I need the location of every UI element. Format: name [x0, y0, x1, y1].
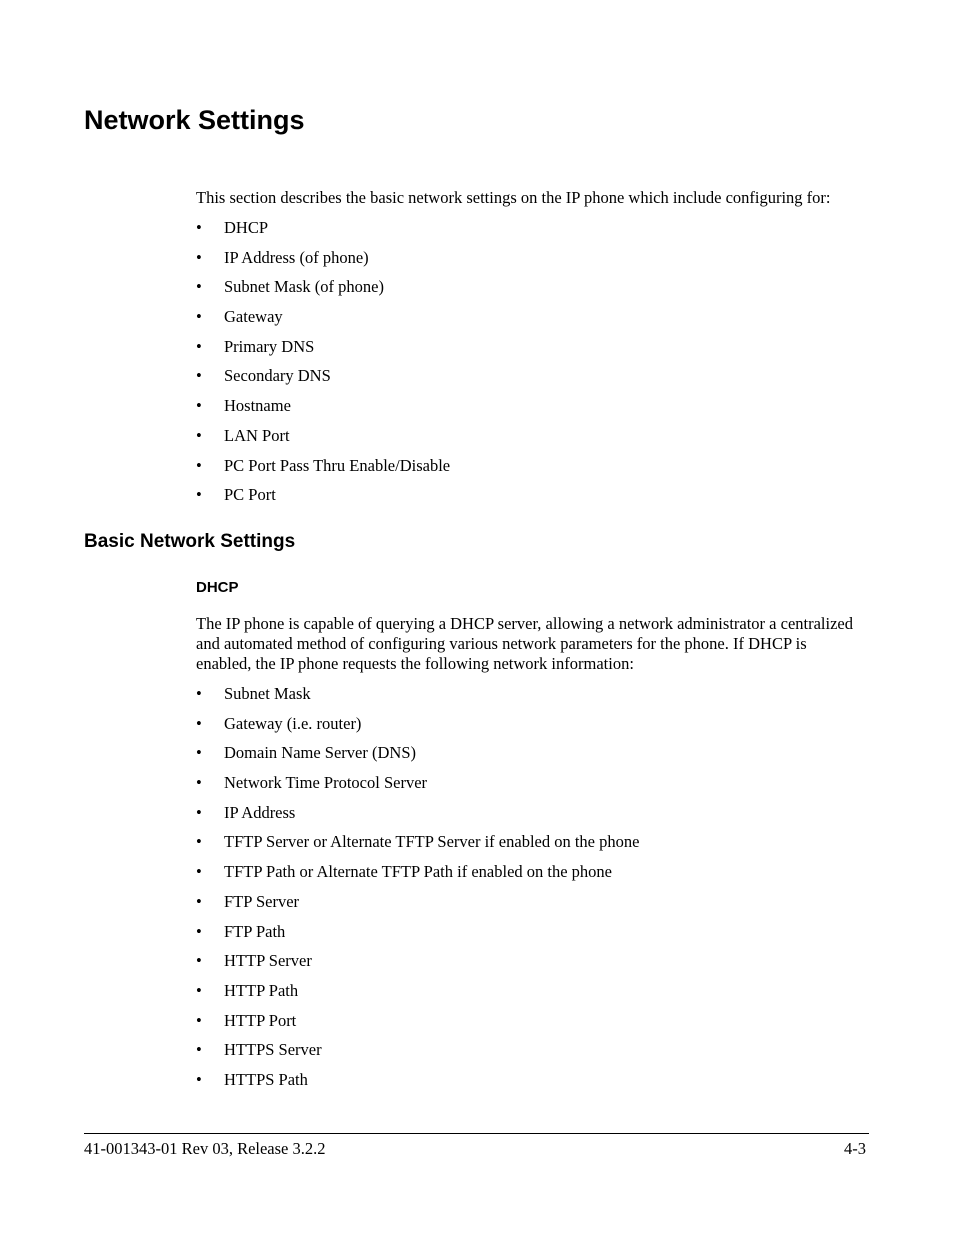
- list-item: [196, 922, 639, 952]
- bullet-icon: •: [196, 396, 202, 416]
- footer-doc-id: 41-001343-01 Rev 03, Release 3.2.2: [84, 1139, 326, 1158]
- bullet-icon: •: [196, 921, 202, 941]
- list-item: [196, 1070, 639, 1100]
- list-item-text: LAN Port: [224, 425, 290, 445]
- dhcp-paragraph: The IP phone is capable of querying a DHCP server, allowing a network administrator a centralized and automated method of configuring various network parameters for the phone. If DHCP is enabled, the IP phone requests the following network information:: [196, 614, 853, 673]
- bullet-icon: •: [196, 277, 202, 297]
- bullet-icon: •: [196, 455, 202, 475]
- footer-page-number: 4-3: [844, 1139, 866, 1158]
- list-item-text: TFTP Server or Alternate TFTP Server if enabled on the phone: [224, 832, 640, 852]
- bullet-icon: •: [196, 1040, 202, 1060]
- list-item-text: PC Port: [224, 485, 276, 505]
- list-item: [196, 456, 450, 486]
- list-item-text: Gateway (i.e. router): [224, 713, 362, 733]
- list-item: [196, 862, 639, 892]
- intro-paragraph: This section describes the basic network settings on the IP phone which include configuring for:: [196, 188, 831, 207]
- list-item-text: HTTP Path: [224, 980, 299, 1000]
- list-item-text: Primary DNS: [224, 336, 315, 356]
- list-item-text: HTTP Server: [224, 951, 312, 971]
- bullet-icon: •: [196, 366, 202, 386]
- list-item: [196, 714, 639, 744]
- list-item-text: IP Address: [224, 802, 296, 822]
- list-item-text: Hostname: [224, 396, 291, 416]
- list-item-text: Subnet Mask: [224, 684, 311, 703]
- bullet-icon: •: [196, 307, 202, 327]
- bullet-icon: •: [196, 980, 202, 1000]
- list-item-text: Secondary DNS: [224, 366, 331, 386]
- list-item: [196, 277, 450, 307]
- bullet-icon: •: [196, 802, 202, 822]
- list-item-text: FTP Path: [224, 921, 286, 941]
- list-item-text: Domain Name Server (DNS): [224, 743, 416, 763]
- list-item: [196, 981, 639, 1011]
- subsection-heading: DHCP: [196, 579, 239, 596]
- list-item-text: Subnet Mask (of phone): [224, 277, 384, 297]
- list-item-text: Gateway: [224, 307, 283, 327]
- list-item: [196, 832, 639, 862]
- dhcp-info-list: [196, 684, 639, 1100]
- network-settings-list: [196, 218, 450, 515]
- list-item-text: HTTPS Path: [224, 1069, 308, 1089]
- list-item: [196, 892, 639, 922]
- list-item-text: TFTP Path or Alternate TFTP Path if enabled on the phone: [224, 862, 612, 882]
- bullet-icon: •: [196, 684, 202, 703]
- list-item: [196, 803, 639, 833]
- footer-divider: [84, 1133, 869, 1134]
- bullet-icon: •: [196, 862, 202, 882]
- list-item-text: IP Address (of phone): [224, 247, 369, 267]
- section-heading: Basic Network Settings: [84, 531, 296, 552]
- page-title: Network Settings: [84, 105, 305, 135]
- list-item: [196, 337, 450, 367]
- list-item: [196, 366, 450, 396]
- list-item: [196, 426, 450, 456]
- list-item-text: HTTPS Server: [224, 1040, 322, 1060]
- bullet-icon: •: [196, 891, 202, 911]
- list-item: [196, 684, 639, 714]
- list-item: [196, 218, 450, 248]
- bullet-icon: •: [196, 773, 202, 793]
- bullet-icon: •: [196, 247, 202, 267]
- list-item: [196, 773, 639, 803]
- bullet-icon: •: [196, 713, 202, 733]
- bullet-icon: •: [196, 425, 202, 445]
- bullet-icon: •: [196, 951, 202, 971]
- list-item-text: HTTP Port: [224, 1010, 297, 1030]
- list-item: [196, 485, 450, 515]
- list-item: [196, 1040, 639, 1070]
- list-item: [196, 248, 450, 278]
- bullet-icon: •: [196, 743, 202, 763]
- bullet-icon: •: [196, 832, 202, 852]
- bullet-icon: •: [196, 218, 202, 237]
- list-item-text: DHCP: [224, 218, 269, 237]
- list-item: [196, 307, 450, 337]
- list-item-text: FTP Server: [224, 891, 300, 911]
- list-item-text: PC Port Pass Thru Enable/Disable: [224, 455, 451, 475]
- bullet-icon: •: [196, 485, 202, 505]
- bullet-icon: •: [196, 336, 202, 356]
- list-item: [196, 1011, 639, 1041]
- bullet-icon: •: [196, 1069, 202, 1089]
- list-item-text: Network Time Protocol Server: [224, 773, 428, 793]
- list-item: [196, 396, 450, 426]
- bullet-icon: •: [196, 1010, 202, 1030]
- list-item: [196, 743, 639, 773]
- list-item: [196, 951, 639, 981]
